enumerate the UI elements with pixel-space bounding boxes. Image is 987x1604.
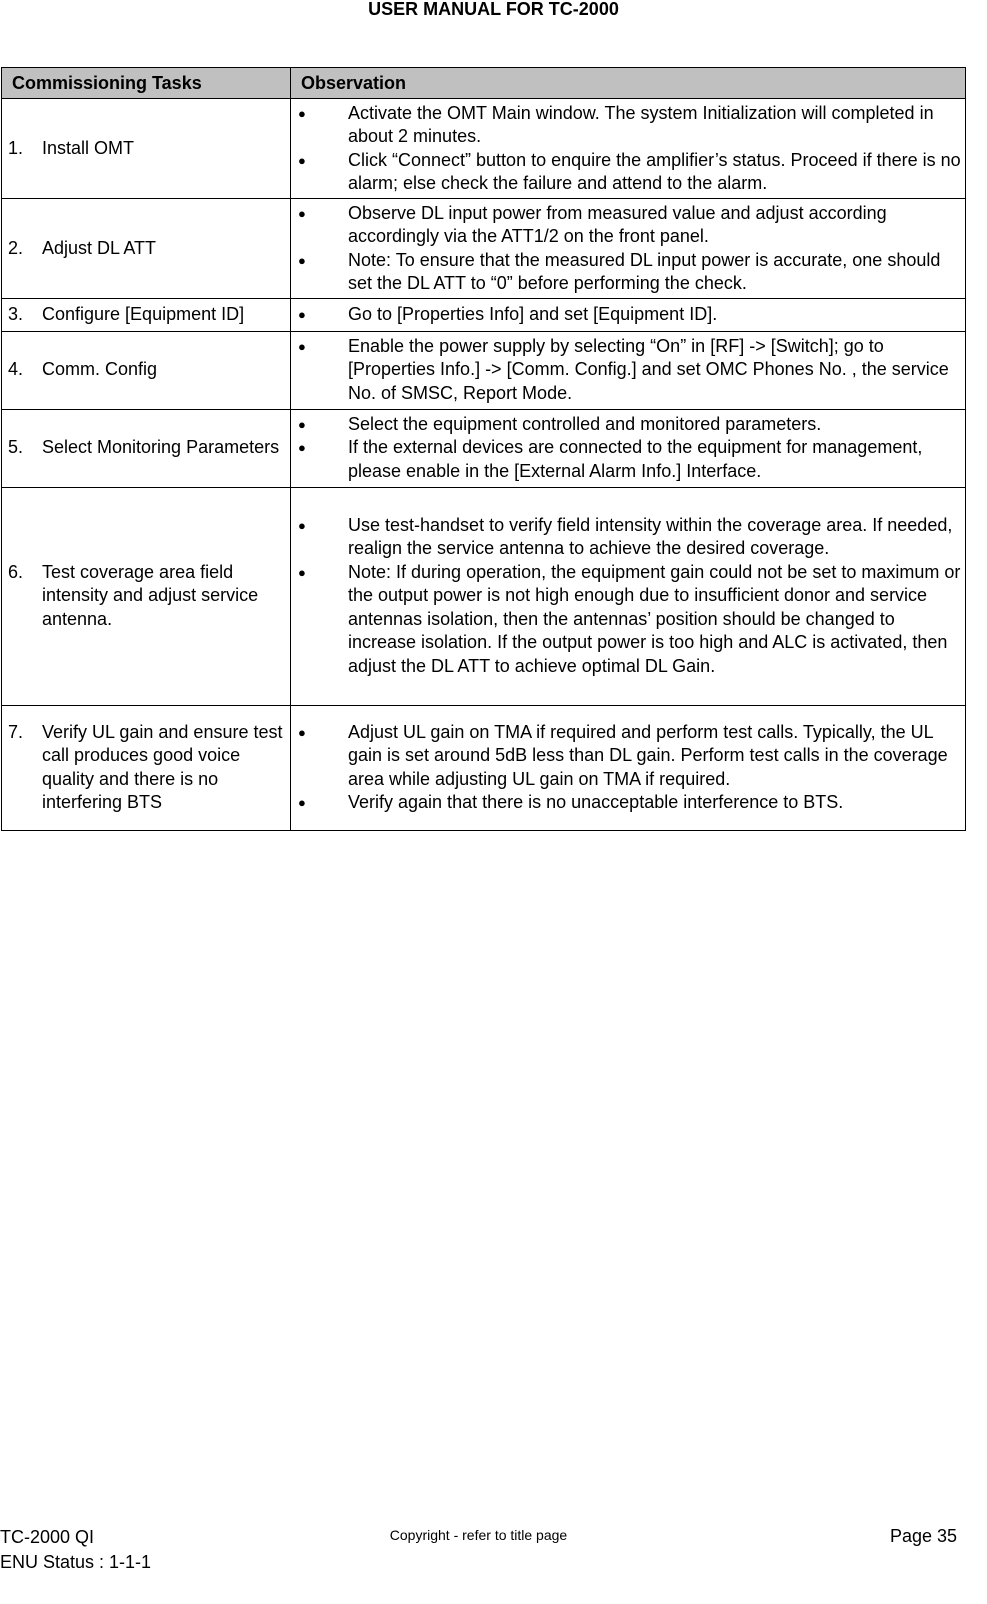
column-header-tasks: Commissioning Tasks — [2, 68, 291, 99]
observation-text: Verify again that there is no unacceptable interference to BTS. — [348, 792, 844, 812]
table-row — [2, 199, 966, 299]
list-item — [295, 413, 961, 437]
page-header: USER MANUAL FOR TC-2000 — [368, 0, 619, 19]
bullet-icon: ● — [298, 307, 306, 322]
list-item — [295, 202, 961, 249]
observation-cell — [291, 99, 966, 199]
list-item — [295, 102, 961, 149]
task-number: 2. — [8, 237, 24, 258]
task-cell — [2, 299, 291, 332]
task-cell — [2, 199, 291, 299]
task-label: Adjust DL ATT — [42, 237, 157, 258]
bullet-icon: ● — [298, 338, 306, 354]
observation-cell — [291, 705, 966, 830]
task-number: 1. — [8, 137, 24, 158]
task-cell — [2, 487, 291, 705]
table-row — [2, 409, 966, 487]
table-row — [2, 487, 966, 705]
observation-text: Note: To ensure that the measured DL input power is accurate, one should set the DL ATT to “0” before performing the check. — [348, 249, 941, 293]
task-number: 7. — [8, 721, 24, 742]
table-row — [2, 99, 966, 199]
task-label: Comm. Config — [42, 359, 158, 380]
task-number: 5. — [8, 437, 24, 458]
task-label: Verify UL gain and ensure test call produces good voice quality and there is no interfering BTS — [42, 721, 283, 812]
footer-copyright: Copyright - refer to title page — [389, 1527, 568, 1543]
task-label: Configure [Equipment ID] — [42, 304, 245, 324]
task-label: Select Monitoring Parameters — [42, 437, 280, 458]
column-header-observation: Observation — [291, 68, 966, 99]
observation-text: Activate the OMT Main window. The system Initialization will completed in about 2 minutes. — [348, 102, 934, 146]
footer-doc-id: TC-2000 QI — [0, 1527, 95, 1547]
list-item — [295, 791, 961, 815]
table-header-row — [2, 68, 966, 99]
list-item — [295, 303, 961, 327]
bullet-icon: ● — [298, 252, 306, 268]
bullet-icon: ● — [298, 440, 306, 456]
list-item — [295, 335, 961, 406]
list-item — [295, 514, 961, 561]
bullet-icon: ● — [298, 795, 306, 810]
footer-status: ENU Status : 1-1-1 — [0, 1552, 152, 1572]
commissioning-table — [1, 67, 966, 831]
table-row — [2, 705, 966, 830]
observation-text: If the external devices are connected to the equipment for management, please enable in the [External Alarm Info.] Interface. — [348, 437, 923, 481]
observation-text: Use test-handset to verify field intensity within the coverage area. If needed, realign the service antenna to achieve the desired coverage. — [348, 514, 953, 559]
observation-text: Go to [Properties Info] and set [Equipment ID]. — [348, 304, 718, 324]
task-cell — [2, 331, 291, 409]
observation-cell — [291, 409, 966, 487]
bullet-icon: ● — [298, 152, 306, 168]
task-number: 4. — [8, 359, 24, 380]
observation-text: Adjust UL gain on TMA if required and perform test calls. Typically, the UL gain is set around 5dB less than DL gain. Perform test calls in the coverage area while adjusting UL gain on TMA if required. — [348, 721, 948, 789]
task-cell — [2, 99, 291, 199]
list-item — [295, 249, 961, 296]
observation-text: Observe DL input power from measured value and adjust according accordingly via the ATT1/2 on the front panel. — [348, 202, 887, 246]
table-row — [2, 331, 966, 409]
observation-text: Enable the power supply by selecting “On” in [RF] -> [Switch]; go to [Properties Info.] -> [Comm. Config.] and set OMC Phones No. , the service No. of SMSC, Report Mode. — [348, 335, 949, 403]
bullet-icon: ● — [298, 724, 306, 740]
list-item — [295, 561, 961, 679]
task-number: 6. — [8, 561, 24, 582]
bullet-icon: ● — [298, 517, 306, 533]
observation-text: Select the equipment controlled and monitored parameters. — [348, 413, 822, 434]
observation-text: Click “Connect” button to enquire the amplifier’s status. Proceed if there is no alarm; else check the failure and attend to the alarm. — [348, 149, 961, 193]
observation-cell — [291, 199, 966, 299]
bullet-icon: ● — [298, 564, 306, 580]
list-item — [295, 149, 961, 196]
observation-cell — [291, 487, 966, 705]
observation-text: Note: If during operation, the equipment gain could not be set to maximum or the output power is not high enough due to insufficient donor and service antennas isolation, then the antennas’ position should be changed to increase isolation. If the output power is too high and ALC is activated, then adjust the DL ATT to achieve optimal DL Gain. — [348, 561, 961, 676]
observation-cell — [291, 299, 966, 332]
task-label: Test coverage area field intensity and adjust service antenna. — [42, 561, 259, 629]
task-cell — [2, 705, 291, 830]
bullet-icon: ● — [298, 205, 306, 221]
bullet-icon: ● — [298, 105, 306, 121]
list-item — [295, 721, 961, 792]
table-row — [2, 299, 966, 332]
task-number: 3. — [8, 304, 24, 324]
observation-cell — [291, 331, 966, 409]
task-cell — [2, 409, 291, 487]
bullet-icon: ● — [298, 416, 306, 432]
task-label: Install OMT — [42, 137, 135, 158]
footer-page-number: Page 35 — [889, 1526, 957, 1546]
list-item — [295, 436, 961, 483]
